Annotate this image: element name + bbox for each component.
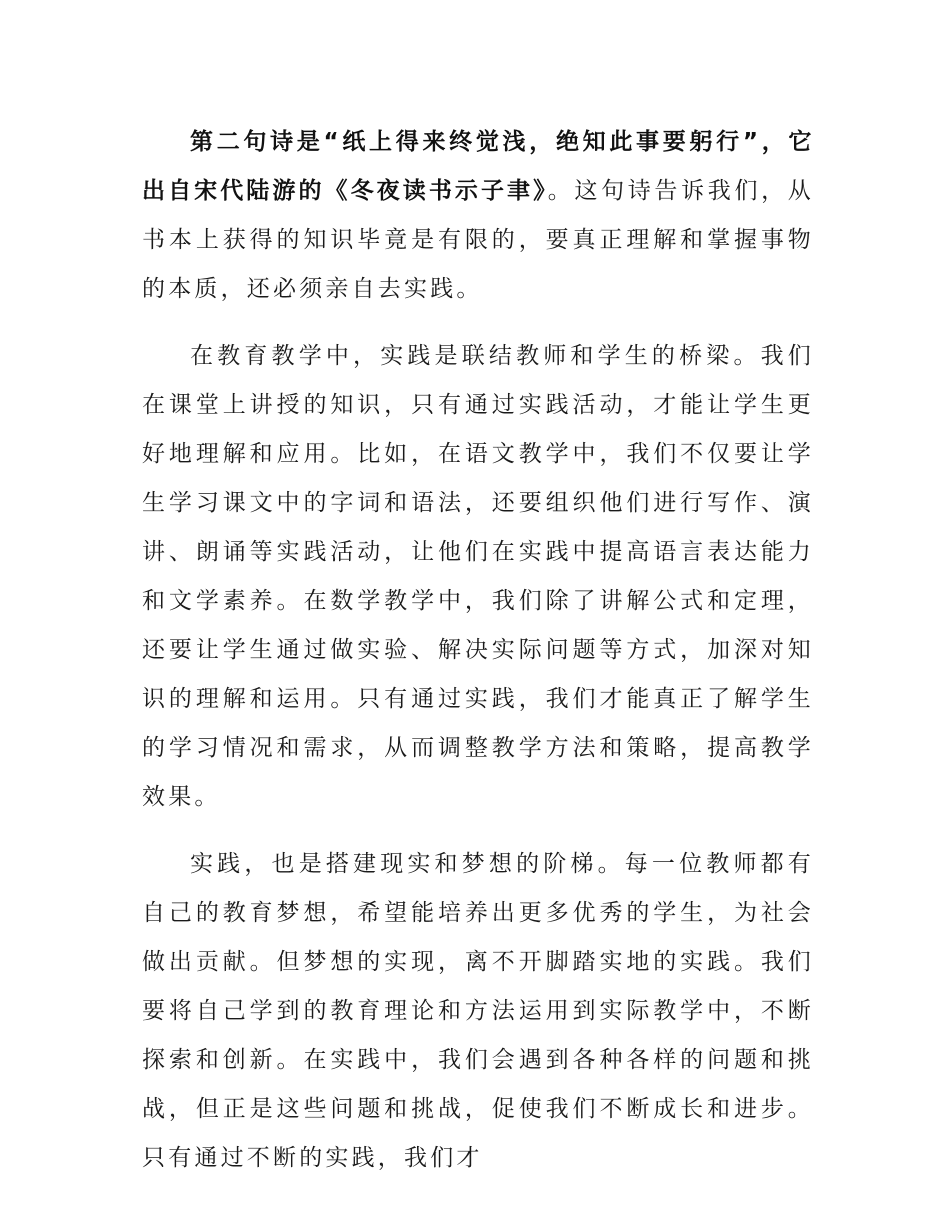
document-body bbox=[142, 118, 814, 1201]
paragraph-1-bold-lead: 第二句诗是“纸上得来终觉浅，绝知此事要躬行”，它出自宋代陆游的《冬夜读书示子聿》 bbox=[142, 129, 814, 204]
paragraph-2-text: 在教育教学中，实践是联结教师和学生的桥梁。我们在课堂上讲授的知识，只有通过实践活动，才能让学生更好地理解和应用。比如，在语文教学中，我们不仅要让学生学习课文中的字词和语法，还要组织他们进行写作、演讲、朗诵等实践活动，让他们在实践中提高语言表达能力和文学素养。在数学教学中，我们除了讲解公式和定理，还要让学生通过做实验、解决实际问题等方式，加深对知识的理解和运用。只有通过实践，我们才能真正了解学生的学习情况和需求，从而调整教学方法和策略，提高教学效果。 bbox=[142, 343, 814, 810]
paragraph-1 bbox=[142, 118, 814, 314]
paragraph-3 bbox=[142, 840, 814, 1183]
paragraph-2 bbox=[142, 332, 814, 822]
paragraph-1-text: 。这句诗告诉我们，从书本上获得的知识毕竟是有限的，要真正理解和掌握事物的本质，还必须亲自去实践。 bbox=[142, 178, 814, 302]
paragraph-3-text: 实践，也是搭建现实和梦想的阶梯。每一位教师都有自己的教育梦想，希望能培养出更多优秀的学生，为社会做出贡献。但梦想的实现，离不开脚踏实地的实践。我们要将自己学到的教育理论和方法运用到实际教学中，不断探索和创新。在实践中，我们会遇到各种各样的问题和挑战，但正是这些问题和挑战，促使我们不断成长和进步。只有通过不断的实践，我们才 bbox=[142, 851, 814, 1171]
